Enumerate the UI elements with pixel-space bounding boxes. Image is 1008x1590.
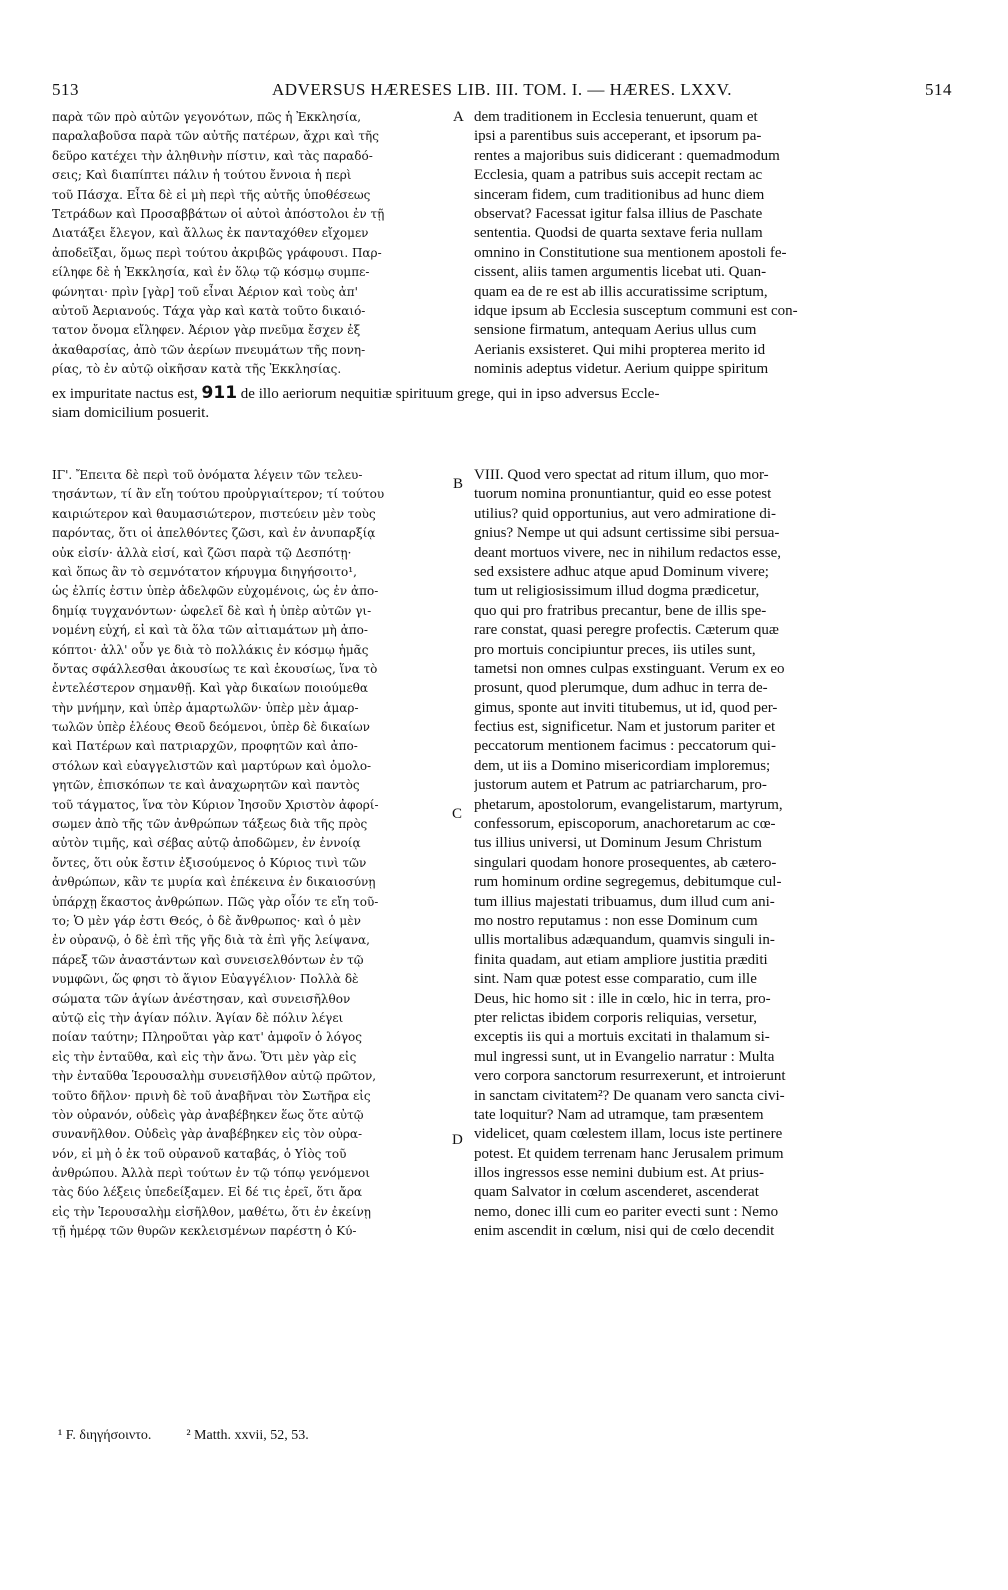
latin-line: illos ingressos esse nemini dubium est. At prius-: [474, 1165, 764, 1182]
latin-line: ipsi a parentibus suis acceperant, et ipsorum pa-: [474, 128, 762, 145]
greek-line: καὶ Πατέρων καὶ πατριαρχῶν, προφητῶν καὶ ἀπο-: [52, 739, 358, 754]
latin-line: quo qui pro fratribus precantur, bene de illis spe-: [474, 602, 767, 619]
latin-line: pter relictas ibidem corporis reliquias, versetur,: [474, 1009, 758, 1026]
greek-line: ὑπάρχῃ ἕκαστος ἀνθρώπων. Πῶς γὰρ οἷόν τε εἴη τοῦ-: [52, 894, 379, 909]
greek-line: ἀποδεῖξαι, ὅμως περὶ τούτου ἀκριβῶς γράφουσι. Παρ-: [52, 245, 382, 260]
latin-line: Deus, hic homo sit : ille in cœlo, hic in terra, pro-: [474, 990, 771, 1007]
greek-line: παρόντας, ὅτι οἱ ἀπελθόντες ζῶσι, καὶ ἐν ἀνυπαρξίᾳ: [52, 526, 376, 541]
latin-line: mo nostro reputamus : non esse Dominum cum: [474, 912, 758, 929]
greek-line: τὰς δύο λέξεις ὑπεδείξαμεν. Εἰ δέ τις ἐρεῖ, ὅτι ἄρα: [52, 1185, 363, 1200]
latin-line: prosunt, quod plerumque, dum adhuc in terra de-: [474, 680, 768, 697]
latin-line: tate loquitur? Nam ad utramque, tam præsentem: [474, 1106, 764, 1123]
latin-line: VIII. Quod vero spectat ad ritum illum, quo mor-: [474, 467, 769, 483]
full-width-line: [52, 383, 882, 404]
latin-line: nominis adeptus videtur. Aerium quippe spiritum: [474, 361, 769, 378]
section-marker-c: C: [452, 806, 463, 822]
greek-line: οὐκ εἰσίν· ἀλλὰ εἰσί, καὶ ζῶσι παρὰ τῷ Δεσπότῃ·: [52, 545, 352, 560]
latin-line: quam Salvator in cœlum ascenderet, ascenderat: [474, 1184, 759, 1201]
section-marker-b: B: [453, 476, 464, 492]
latin-line: idque ipsum ab Ecclesia susceptum communi est con-: [474, 302, 798, 319]
greek-line: τατον ὄνομα εἴληφεν. Ἀέριον γὰρ πνεῦμα ἔσχεν ἐξ: [52, 323, 361, 338]
latin-line: confessorum, episcoporum, anachoretarum ac cœ-: [474, 816, 776, 833]
latin-line: cissent, aliis tamen argumentis licebat uti. Quan-: [474, 264, 767, 281]
latin-line: gimus, sponte aut inviti titubemus, ut id, quod per-: [474, 699, 778, 716]
greek-line: ἐν οὐρανῷ, ὁ δὲ ἐπὶ τῆς γῆς διὰ τὰ ἐπὶ γῆς λείψανα,: [52, 933, 370, 948]
section-marker-d: D: [452, 1132, 463, 1148]
greek-line: το; Ὁ μὲν γάρ ἐστι Θεός, ὁ δὲ ἄνθρωπος· καὶ ὁ μὲν: [52, 913, 361, 928]
latin-line: sed exsistere adhuc atque apud Dominum vivere;: [474, 563, 769, 580]
latin-line: sensione firmatum, antequam Aerius ullus cum: [474, 322, 757, 339]
greek-line: δημίᾳ τυγχανόντων· ὠφελεῖ δὲ καὶ ἡ ὑπὲρ αὐτῶν γι-: [52, 603, 372, 618]
latin-line: singulari quodam honore prosequentes, ab cætero-: [474, 854, 777, 871]
footnotes: [58, 1428, 658, 1444]
latin-line: sententia. Quodsi de quarta sextave feria nullam: [474, 225, 763, 242]
greek-text-top: [52, 108, 460, 379]
latin-line: sinceram fidem, cum traditionibus ad hunc diem: [474, 186, 765, 203]
latin-line: utilius? quid opportunius, aut vero admiratione di-: [474, 505, 777, 522]
greek-line: Διατάξει ἔλεγον, καὶ ἄλλως ἐκ πανταχόθεν εἴχομεν: [52, 226, 369, 241]
greek-line: εἰς τὴν Ἱερουσαλὴμ εἰσῆλθον, μαθέτω, ὅτι ἐν ἐκείνῃ: [52, 1204, 371, 1219]
greek-line: καὶ ὅπως ἂν τὸ σεμνότατον κήρυγμα διηγήσοιτο¹,: [52, 564, 357, 579]
greek-line: παρὰ τῶν πρὸ αὐτῶν γεγονότων, πῶς ἡ Ἐκκλησία,: [52, 110, 362, 124]
running-header: [52, 80, 952, 102]
greek-line: ἀνθρώπου. Ἀλλὰ περὶ τούτων ἐν τῷ τόπῳ γενόμενοι: [52, 1166, 370, 1181]
greek-line: κόπτοι· ἀλλ' οὖν γε διὰ τὸ πολλάκις ἐν κόσμῳ ἡμᾶς: [52, 642, 369, 657]
greek-line: ἀκαθαρσίας, ἀπὸ τῶν ἀερίων πνευμάτων τῆς πονη-: [52, 342, 366, 357]
latin-line: justorum autem et Patrum ac patriarcharum, pro-: [474, 777, 767, 794]
latin-line: mul ingressi sunt, ut in Evangelio narratur : Multa: [474, 1048, 775, 1065]
greek-line: τοῦ τάγματος, ἵνα τὸν Κύριον Ἰησοῦν Χριστὸν ἀφορί-: [52, 797, 379, 812]
greek-line: ἀνθρώπων, κἂν τε μυρία καὶ ἐπέκεινα ἐν δικαιοσύνῃ: [52, 875, 376, 890]
latin-line: vero corpora sanctorum resurrexerunt, et introierunt: [474, 1068, 786, 1085]
latin-line: enim ascendit in cœlum, nisi qui de cœlo decendit: [474, 1223, 775, 1240]
latin-line: Ecclesia, quam a patribus suis accepit rectam ac: [474, 167, 763, 184]
greek-line: σωμεν ἀπὸ τῆς τῶν ἀνθρώπων τάξεως διὰ τῆς πρὸς: [52, 817, 368, 832]
greek-line: αὐτῷ εἰς τὴν ἁγίαν πόλιν. Ἁγίαν δὲ πόλιν λέγει: [52, 1010, 344, 1025]
greek-line: είληφε δὲ ἡ Ἐκκλησία, καὶ ἐν ὅλῳ τῷ κόσμῳ συμπε-: [52, 265, 370, 280]
running-title: ADVERSUS HÆRESES LIB. III. TOM. I. — HÆRES. LXXV.: [272, 80, 732, 99]
greek-text-bottom: [52, 466, 463, 1242]
latin-line: observat? Facessat igitur falsa illius de Paschate: [474, 205, 763, 222]
page-number-right: 514: [925, 80, 952, 99]
latin-line: phetarum, apostolorum, evangelistarum, martyrum,: [474, 796, 783, 813]
greek-line: Τετράδων καὶ Προσαββάτων οἱ αὐτοὶ ἀπόστολοι ἐν τῇ: [52, 206, 385, 221]
latin-line: gnius? Nempe ut qui adsunt certissime sibi persua-: [474, 525, 780, 542]
latin-line: pro mortuis concipiuntur preces, iis utiles sunt,: [474, 641, 756, 658]
latin-line: omnino in Constitutione sua mentionem apostoli fe-: [474, 244, 787, 261]
greek-line: τὴν μνήμην, καὶ ὑπὲρ ἁμαρτωλῶν· ὑπὲρ μὲν ἁμαρ-: [52, 700, 359, 715]
latin-line: potest. Et quidem terrenam hanc Jerusalem primum: [474, 1145, 784, 1162]
latin-line: fectius est, significetur. Nam et justorum pariter et: [474, 719, 776, 736]
latin-line: peccatorum mentionem facimus : peccatorum qui-: [474, 738, 776, 755]
latin-line: sint. Nam quæ potest esse comparatio, cum ille: [474, 971, 757, 988]
full-line-text-b: de illo aeriorum nequitiæ spirituum grege, qui in ipso adversus Eccle-: [240, 386, 660, 402]
latin-line: tum ut religiosissimum illud dogma prædicetur,: [474, 583, 760, 600]
latin-line: ullis mortalibus adæquandum, quamvis singuli in-: [474, 932, 775, 949]
greek-line: τὴν ἐνταῦθα Ἱερουσαλὴμ συνεισῆλθον αὐτῷ πρῶτον,: [52, 1069, 377, 1084]
greek-line: τοῦτο δῆλον· πρινὴ δὲ τοῦ ἀναβῆναι τὸν Σωτῆρα εἰς: [52, 1088, 371, 1103]
greek-line: γητῶν, ἐπισκόπων τε καὶ ἀναχωρητῶν καὶ παντὸς: [52, 778, 360, 793]
greek-line: δεῦρο κατέχει τὴν ἀληθινὴν πίστιν, καὶ τὰς παραδό-: [52, 148, 373, 163]
greek-line: ὄντες, ὅτι οὐκ ἔστιν ἐξισούμενος ὁ Κύριος τινὶ τῶν: [52, 855, 367, 870]
greek-line: τησάντων, τί ἂν εἴη τούτου προὐργιαίτερον; τί τούτου: [52, 487, 385, 502]
greek-line: αὐτὸν τιμῆς, καὶ σέβας αὐτῷ ἀποδῶμεν, ἐν ἐννοίᾳ: [52, 836, 361, 851]
greek-line: συνανῆλθον. Οὐδεὶς γὰρ ἀναβέβηκεν εἰς τὸν οὐρα-: [52, 1127, 363, 1142]
latin-line: dem, ut iis a Domino misericordiam imploremus;: [474, 757, 771, 774]
latin-text-top: [474, 108, 878, 379]
greek-line: νόν, εἰ μὴ ὁ ἐκ τοῦ οὐρανοῦ καταβάς, ὁ Υἱὸς τοῦ: [52, 1146, 347, 1161]
latin-line: tus illius universi, ut Dominum Jesum Christum: [474, 835, 762, 852]
latin-line: tuorum nomina pronuntiantur, quid eo esse potest: [474, 486, 772, 503]
full-line-2-text: siam domicilium posuerit.: [52, 405, 210, 421]
latin-line: rare constat, quasi peregre profectis. Cæterum quæ: [474, 622, 779, 639]
greek-line: πάρεξ τῶν ἀναστάντων καὶ συνεισελθόντων ἐν τῷ: [52, 952, 364, 967]
latin-line: deant mortuos vivere, nec in nihilum redactos esse,: [474, 544, 781, 561]
latin-line: in sanctam civitatem²? De quanam vero sancta civi-: [474, 1087, 785, 1104]
latin-line: finita quadam, aut etiam ampliore justitia præditi: [474, 951, 768, 968]
greek-line: ρίας, τὸ ἐν αὐτῷ οἰκῆσαν κατὰ τῆς Ἐκκλησίας.: [52, 362, 342, 377]
latin-line: tametsi non omnes culpas exstinguant. Verum ex eo: [474, 660, 785, 677]
greek-line: παραλαβοῦσα παρὰ τῶν αὐτῆς πατέρων, ἄχρι καὶ τῆς: [52, 129, 379, 144]
greek-line: τὸν οὐρανόν, οὐδεὶς γὰρ ἀναβέβηκεν ἕως ὅτε αὐτῷ: [52, 1107, 364, 1122]
greek-line: τοῦ Πάσχα. Εἶτα δὲ εἰ μὴ περὶ τῆς αὐτῆς ὑποθέσεως: [52, 187, 371, 202]
greek-line: νυμφῶνι, ὥς φησι τὸ ἅγιον Εὐαγγέλιον· Πολλὰ δὲ: [52, 972, 359, 987]
latin-line: rentes a majoribus suis didicerant : quemadmodum: [474, 147, 780, 164]
greek-line: νομένη εὐχή, εἰ καὶ τὰ ὅλα τῶν αἰτιαμάτων μὴ ἀπο-: [52, 623, 368, 638]
latin-line: exceptis iis qui a mortuis excitati in thalamum si-: [474, 1029, 770, 1046]
page-number-left: 513: [52, 80, 79, 99]
footnote-2: ² Matth. xxvii, 52, 53.: [186, 1428, 309, 1443]
latin-line: Aerianis exsisteret. Qui mihi propterea merito id: [474, 341, 766, 358]
greek-line: σώματα τῶν ἁγίων ἀνέστησαν, καὶ συνεισῆλθον: [52, 991, 351, 1006]
greek-line: εἰς τὴν ἐνταῦθα, καὶ εἰς τὴν ἄνω. Ὅτι μὲν γὰρ εἰς: [52, 1049, 357, 1064]
greek-line: τῇ ἡμέρᾳ τῶν θυρῶν κεκλεισμένων παρέστη ὁ Κύ-: [52, 1224, 357, 1239]
latin-line: quam ea de re est ab illis accuratissime scriptum,: [474, 283, 768, 300]
latin-line: videlicet, quam cœlestem illam, locus iste pertinere: [474, 1126, 783, 1143]
greek-line: ποίαν ταύτην; Πληροῦται γὰρ κατ' ἀμφοῖν ὁ λόγος: [52, 1030, 362, 1045]
column-number: 911: [201, 383, 238, 403]
footnote-1: ¹ F. διηγήσοιντο.: [58, 1428, 152, 1443]
greek-line: τωλῶν ὑπὲρ ἐλέους Θεοῦ δεόμενοι, ὑπὲρ δὲ δικαίων: [52, 720, 370, 735]
greek-line: ὄντας σφάλλεσθαι ἀκουσίως τε καὶ ἑκουσίως, ἵνα τὸ: [52, 661, 378, 676]
greek-line: ΙΓ'. Ἔπειτα δὲ περὶ τοῦ ὀνόματα λέγειν τῶν τελευ-: [52, 468, 363, 482]
latin-line: rum hominum ordine segregemus, debitumque cul-: [474, 874, 782, 891]
latin-line: nemo, donec illi cum eo pariter evecti sunt : Nemo: [474, 1203, 779, 1220]
full-width-line-2: [52, 403, 882, 423]
greek-line: ἐντελέστερον σημανθῇ. Καὶ γὰρ δικαίων ποιούμεθα: [52, 681, 369, 696]
greek-line: ὡς ἐλπίς ἐστιν ὑπὲρ ἀδελφῶν εὐχομένοις, ὡς ἐν ἀπο-: [52, 584, 379, 599]
latin-line: tum illius majestati tribuamus, dum illud cum ani-: [474, 893, 775, 910]
greek-line: φώνηται· πρὶν [γὰρ] τοῦ εἶναι Ἀέριον καὶ τοὺς ἀπ': [52, 284, 358, 299]
section-marker-a: A: [453, 109, 464, 125]
greek-line: σεις; Καὶ διαπίπτει πάλιν ἡ τούτου ἔννοια ἡ περὶ: [52, 168, 352, 183]
full-line-text-a: ex impuritate nactus est,: [52, 386, 198, 402]
greek-line: στόλων καὶ εὐαγγελιστῶν καὶ μαρτύρων καὶ ὁμολο-: [52, 758, 372, 773]
greek-line: καιριώτερον καὶ θαυμασιώτερον, πιστεύειν μὲν τοὺς: [52, 506, 376, 521]
latin-line: dem traditionem in Ecclesia tenuerunt, quam et: [474, 109, 758, 125]
greek-line: αὐτοῦ Ἀεριανούς. Τάχα γὰρ καὶ κατὰ τοῦτο δικαιό-: [52, 303, 366, 318]
latin-text-bottom: [474, 466, 878, 1242]
